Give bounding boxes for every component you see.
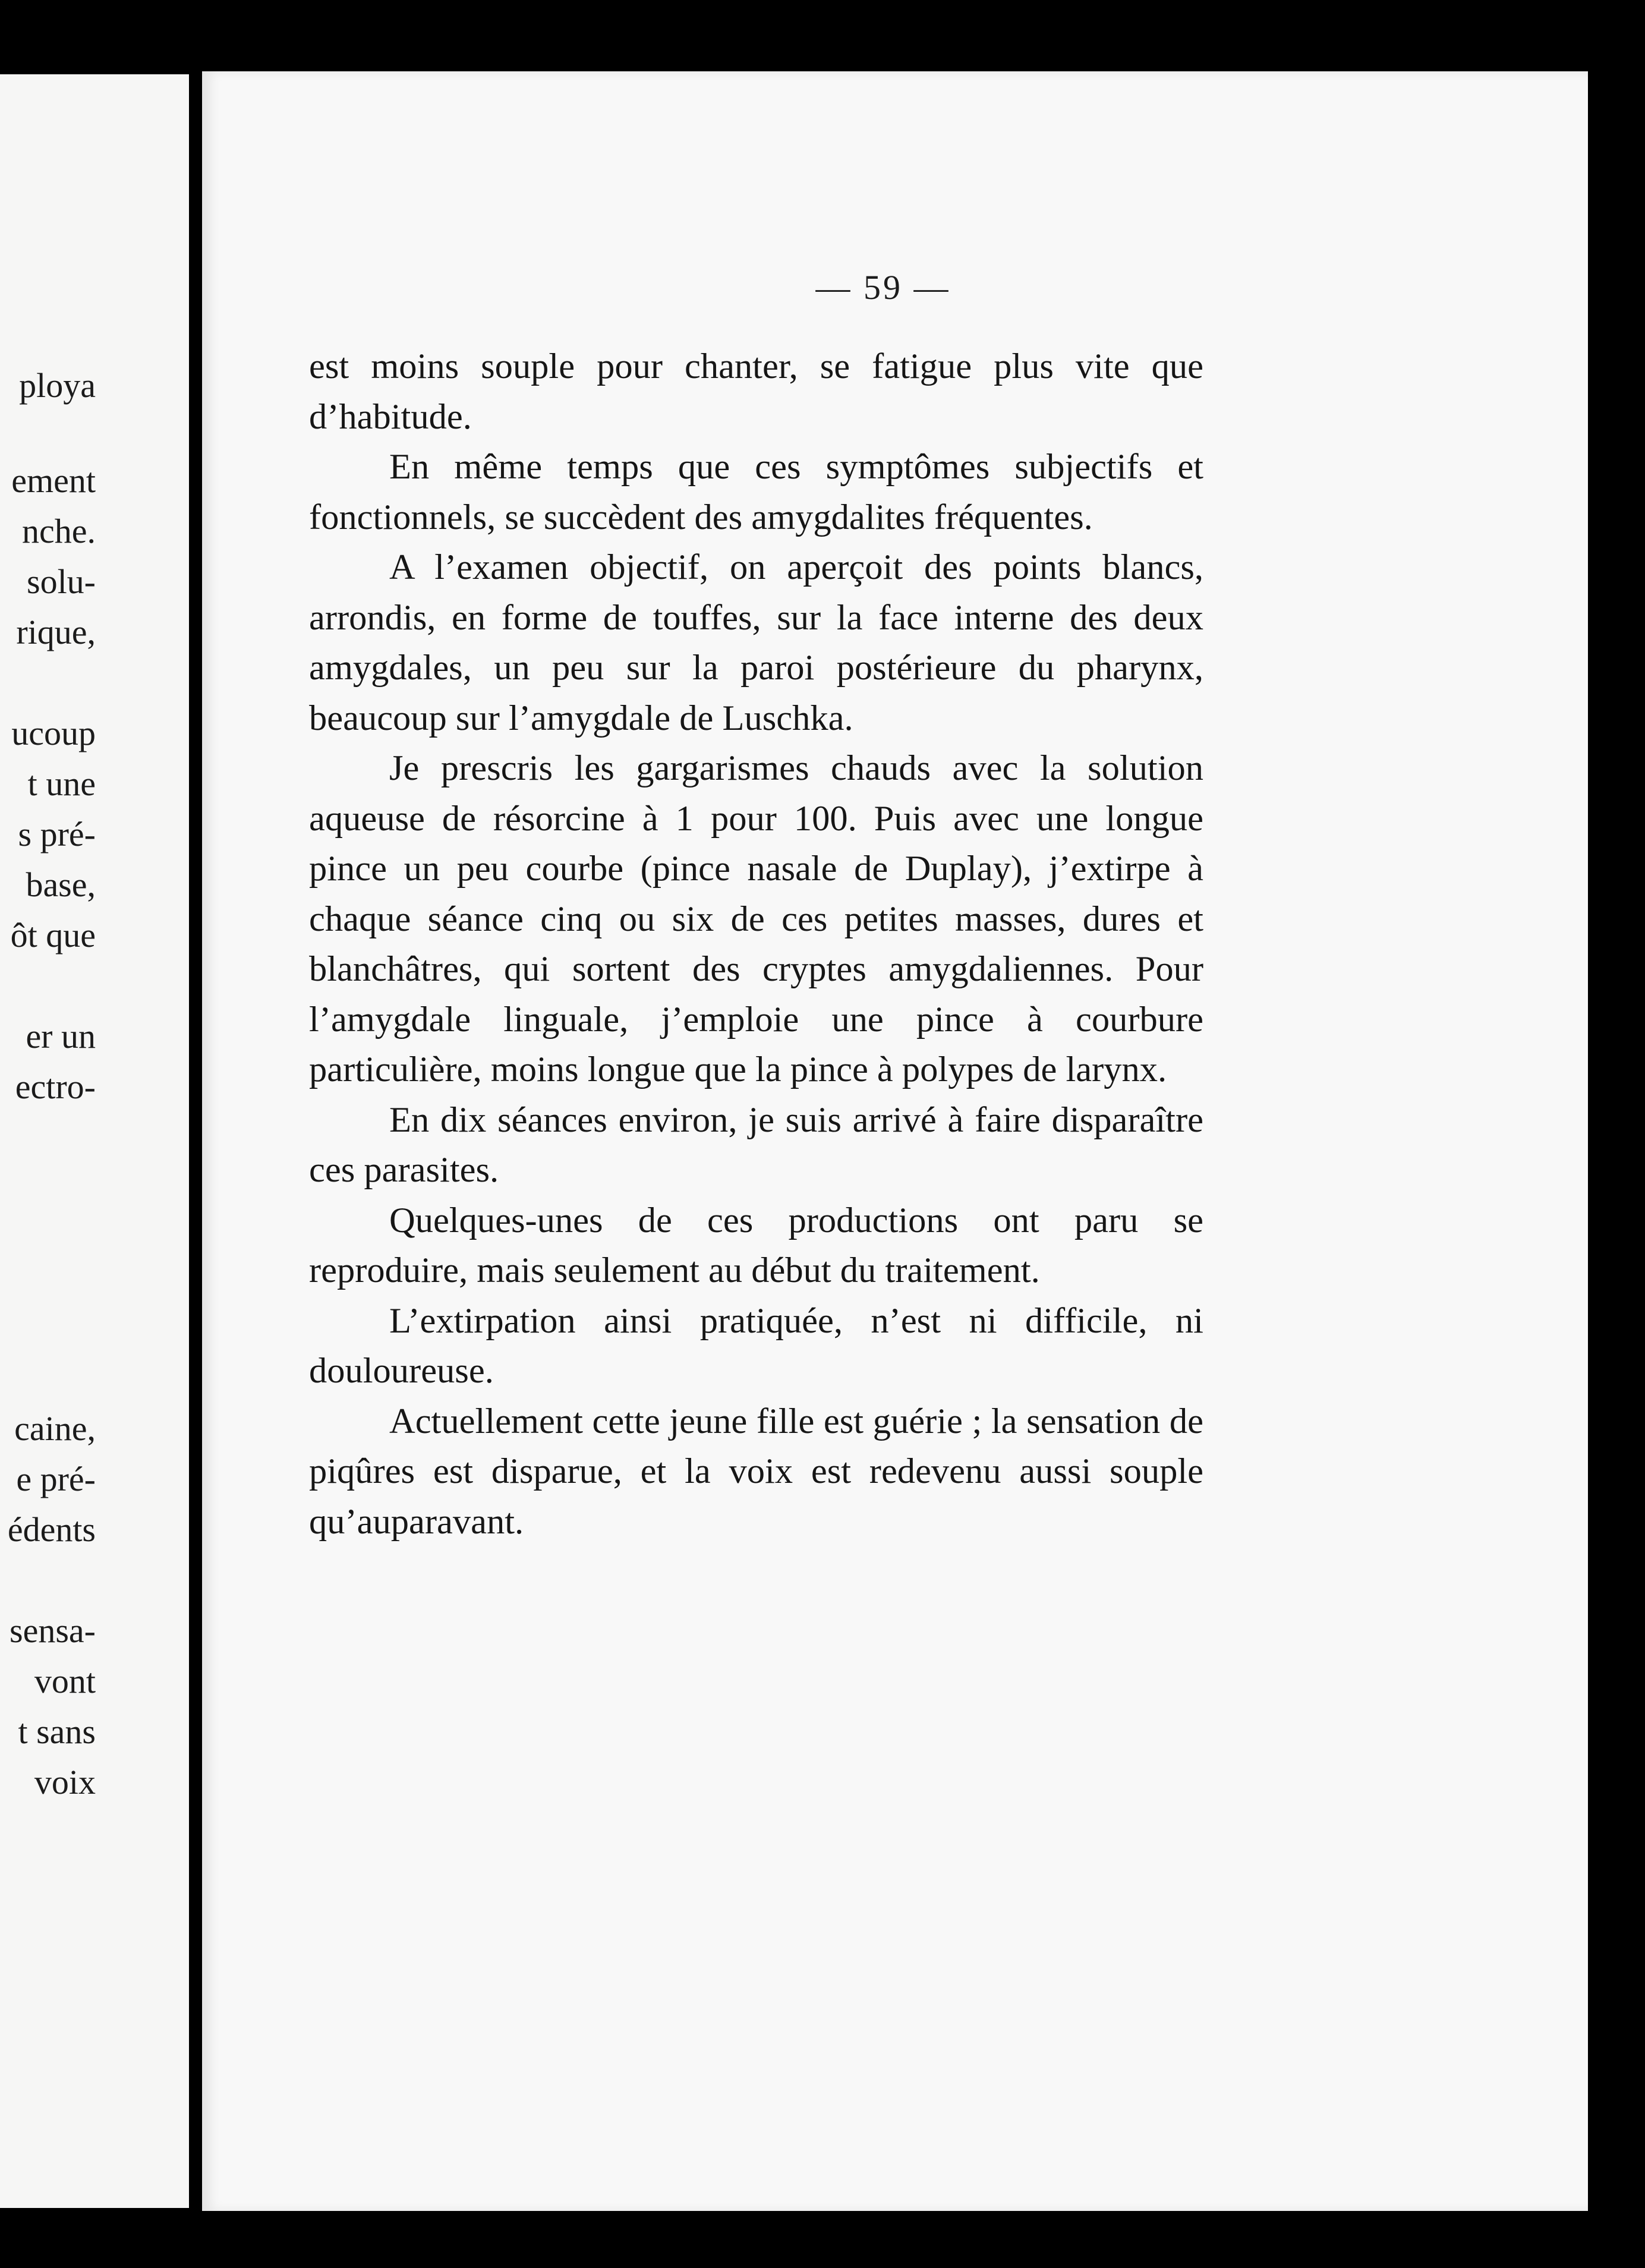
left-page-fragment: ploya (19, 366, 96, 405)
left-page-fragment: er un (26, 1017, 96, 1056)
left-page-fragment: ucoup (11, 714, 96, 752)
paragraph: Je prescris les gargarismes chauds avec la solution aqueuse de résorcine à 1 pour 100. Puis avec une longue pince un peu courbe (pince nasale de Duplay), j’extirpe à chaque séance cinq ou six de ces petites masses, dures et blanchâtres, qui sortent des cryptes amygdaliennes. Pour l’amygdale linguale, j’emploie une pince à courbure particulière, moins longue que la pince à polypes de larynx. (309, 748, 1203, 1089)
left-page-fragment: t sans (18, 1712, 96, 1751)
page-number: — 59 — (815, 268, 951, 307)
left-page-fragment: caine, (14, 1409, 96, 1448)
paragraph: Quelques-unes de ces productions ont paru se reproduire, mais seulement au début du traitement. (309, 1200, 1203, 1290)
left-page-fragment: vont (34, 1662, 96, 1700)
book-page (202, 71, 1588, 2211)
paragraph: A l’examen objectif, on aperçoit des points blancs, arrondis, en forme de touffes, sur la face interne des deux amygdales, un peu sur la paroi postérieure du pharynx, beaucoup sur l’amygdale de Luschka. (309, 547, 1203, 738)
left-page-fragment: rique, (16, 613, 96, 651)
page-body (309, 342, 1203, 1547)
paragraph: L’extirpation ainsi pratiquée, n’est ni difficile, ni douloureuse. (309, 1300, 1203, 1391)
left-page-fragment: nche. (22, 512, 96, 550)
left-page-fragment: sensa- (10, 1611, 96, 1650)
previous-page-edge (0, 74, 189, 2208)
paragraph: Actuellement cette jeune fille est guérie ; la sensation de piqûres est disparue, et la voix est redevenu aussi souple qu’auparavant. (309, 1401, 1203, 1542)
left-page-fragment: t une (27, 764, 96, 803)
left-page-fragment: e pré- (16, 1460, 96, 1498)
left-page-fragment: ôt que (10, 916, 96, 955)
left-page-fragment: voix (34, 1763, 96, 1801)
left-page-fragment: s pré- (18, 815, 96, 853)
paragraph: En même temps que ces symptômes subjectifs et fonctionnels, se succèdent des amygdalites fréquentes. (309, 447, 1203, 537)
left-page-fragment: ectro- (15, 1067, 96, 1106)
left-page-fragment: solu- (27, 562, 96, 601)
paragraph: En dix séances environ, je suis arrivé à faire disparaître ces parasites. (309, 1100, 1203, 1190)
left-page-fragment: édents (7, 1510, 96, 1549)
left-page-fragment: ement (11, 461, 96, 500)
left-page-fragment: base, (26, 865, 96, 904)
paragraph: est moins souple pour chanter, se fatigue plus vite que d’habitude. (309, 346, 1203, 437)
